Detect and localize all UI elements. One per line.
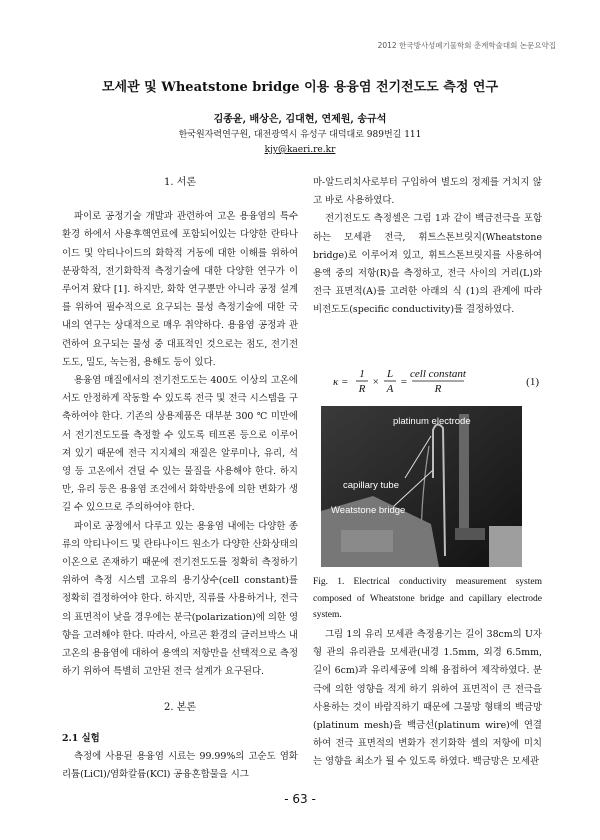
label-capillary-tube: capillary tube [343,480,399,491]
equation-kappa: κ = [333,376,349,388]
paragraph: 그림 1의 유리 모세관 측정용기는 길이 38cm의 U자형 관의 유리관을 모세관(내경 1.5mm, 외경 6.5mm, 길이 6cm)과 유리세공에 의해 융접하여 제작하였다. 분극에 의한 영향을 적게 하기 위하여 표면적이 큰 전극을 사용하는 것이 바람직하기 때문에 그물망 형태의 백금망(platinum mesh)을 백금선(platinum wire)에 연결하여 전극 표면적의 변화가 전기화학 셀의 저항에 미치는 영향을 최소가 될 수 있도록 하였다. 백금망은 모세관 [313,629,542,768]
equation-numerator-l: L [386,368,394,380]
paragraph: 측정에 사용된 용융염 시료는 99.99%의 고순도 염화리튬(LiCl)/염화칼륨(KCl) 공융혼합물을 시그 [62,750,298,781]
paragraph: 전기전도도 측정셀은 그림 1과 같이 백금전극을 포함하는 모세관 전극, 휘트스톤브릿지(Wheatstone bridge)로 이루어져 있고, 휘트스톤브릿지를 사용하여 용액 중의 저항(R)을 측정하고, 전극 사이의 거리(L)와 전극 표면적(A)를 고려한 아래의 식 (1)의 관계에 따라 비전도도(specific conductivity)를 결정하였다. [313,213,542,316]
paragraph: 용융염 매질에서의 전기전도도는 400도 이상의 고온에서도 안정하게 작동할 수 있도록 전극 및 전극 시스템을 구축하여야 한다. 기존의 상용제품은 대부분 300 ℃ 미만에서 전기전도도를 측정할 수 있도록 테프론 등으로 이루어져 있기 때문에 전극 지지체의 재질은 알루미나, 유리, 석영 등 고온에서 견딜 수 있는 물질을 사용해야 한다. 하지만, 유리 등은 용융염 조건에서 화학반응에 의한 변화가 생길 수 있으므로 주의하여야 한다. [62,375,298,514]
equation-numerator-one: 1 [359,368,365,380]
equation-numerator-cell-constant: cell constant [410,368,466,380]
section-heading-main: 2. 본론 [163,702,197,714]
affiliation: 한국원자력연구원, 대전광역시 유성구 대덕대로 989번길 111 [178,130,422,140]
measurement-photo [321,406,522,567]
figure-caption: Fig. 1. Electrical conductivity measurement system composed of Wheatstone bridge and capillary electrode system. [313,577,542,620]
stand-clamp [455,528,485,540]
left-column [62,174,298,784]
right-column-top [313,174,542,320]
paragraph: 파이로 공정기술 개발과 관련하여 고온 용융염의 특수 환경 하에서 사용후핵연료에 포함되어있는 다양한 란타나이드 및 악티나이드의 화학적 거동에 대한 이해를 위하여 분광학적, 전기화학적 측정기술에 대한 다양한 연구가 이루어져 왔다 [1]. 하지만, 화학 연구뿐만 아니라 공정 설계를 위하여 필수적으로 요구되는 물성 측정기술에 대한 국내의 연구는 상대적으로 매우 취약하다. 용융염 공정과 관련하여 요구되는 물성 중 대표적인 것으로는 점도, 전기전도도, 밀도, 녹는점, 용해도 등이 있다. [62,211,298,368]
equation-times: × [372,376,380,388]
paper-title: 모세관 및 Wheatstone bridge 이용 용융염 전기전도도 측정 연구 [101,80,499,95]
author-list: 김종윤, 배상은, 김대현, 연제원, 송규석 [213,114,387,125]
equation-equals: = [400,376,408,388]
author-email[interactable]: kjy@kaeri.re.kr [264,145,336,155]
page-number: - 63 - [284,792,316,806]
equation-number: (1) [526,376,539,388]
equation-denominator-a: A [386,383,394,395]
subsection-heading: 2.1 실험 [62,732,100,744]
paragraph: 마-알드리치사로부터 구입하여 별도의 정제를 거치지 않고 바로 사용하였다. [313,177,542,207]
paragraph: 파이로 공정에서 다루고 있는 용융염 내에는 다양한 종류의 악티나이드 및 란타나이드 원소가 다양한 산화상태의 이온으로 존재하기 때문에 전기전도도를 정확히 측정하기 위하여 측정 시스템 고유의 용기상수(cell constant)를 정확히 결정하여야 한다. 하지만, 직류를 사용하거나, 전극의 표면적이 낮을 경우에는 분극(polarization)에 의한 영향을 고려해야 한다. 따라서, 아르곤 환경의 글러브박스 내 고온의 용융염에 대하여 용액의 저항만을 선택적으로 측정하기 위하여 특별히 고안된 전극 설계가 요구된다. [62,520,298,678]
running-header: 2012 한국방사성폐기물학회 춘계학술대회 논문요약집 [377,41,556,50]
equipment-edge [489,526,522,567]
bridge-panel [341,530,393,552]
equation-denominator-r: R [358,383,366,395]
label-platinum-electrode: platinum electrode [393,416,471,427]
stand-rod [459,414,469,538]
equation-denominator-r2: R [434,383,442,395]
label-wheatstone-bridge: Weatstone bridge [331,505,406,516]
right-column-bottom [313,626,542,772]
conductivity-equation [313,367,542,395]
section-heading-introduction: 1. 서론 [163,177,197,188]
